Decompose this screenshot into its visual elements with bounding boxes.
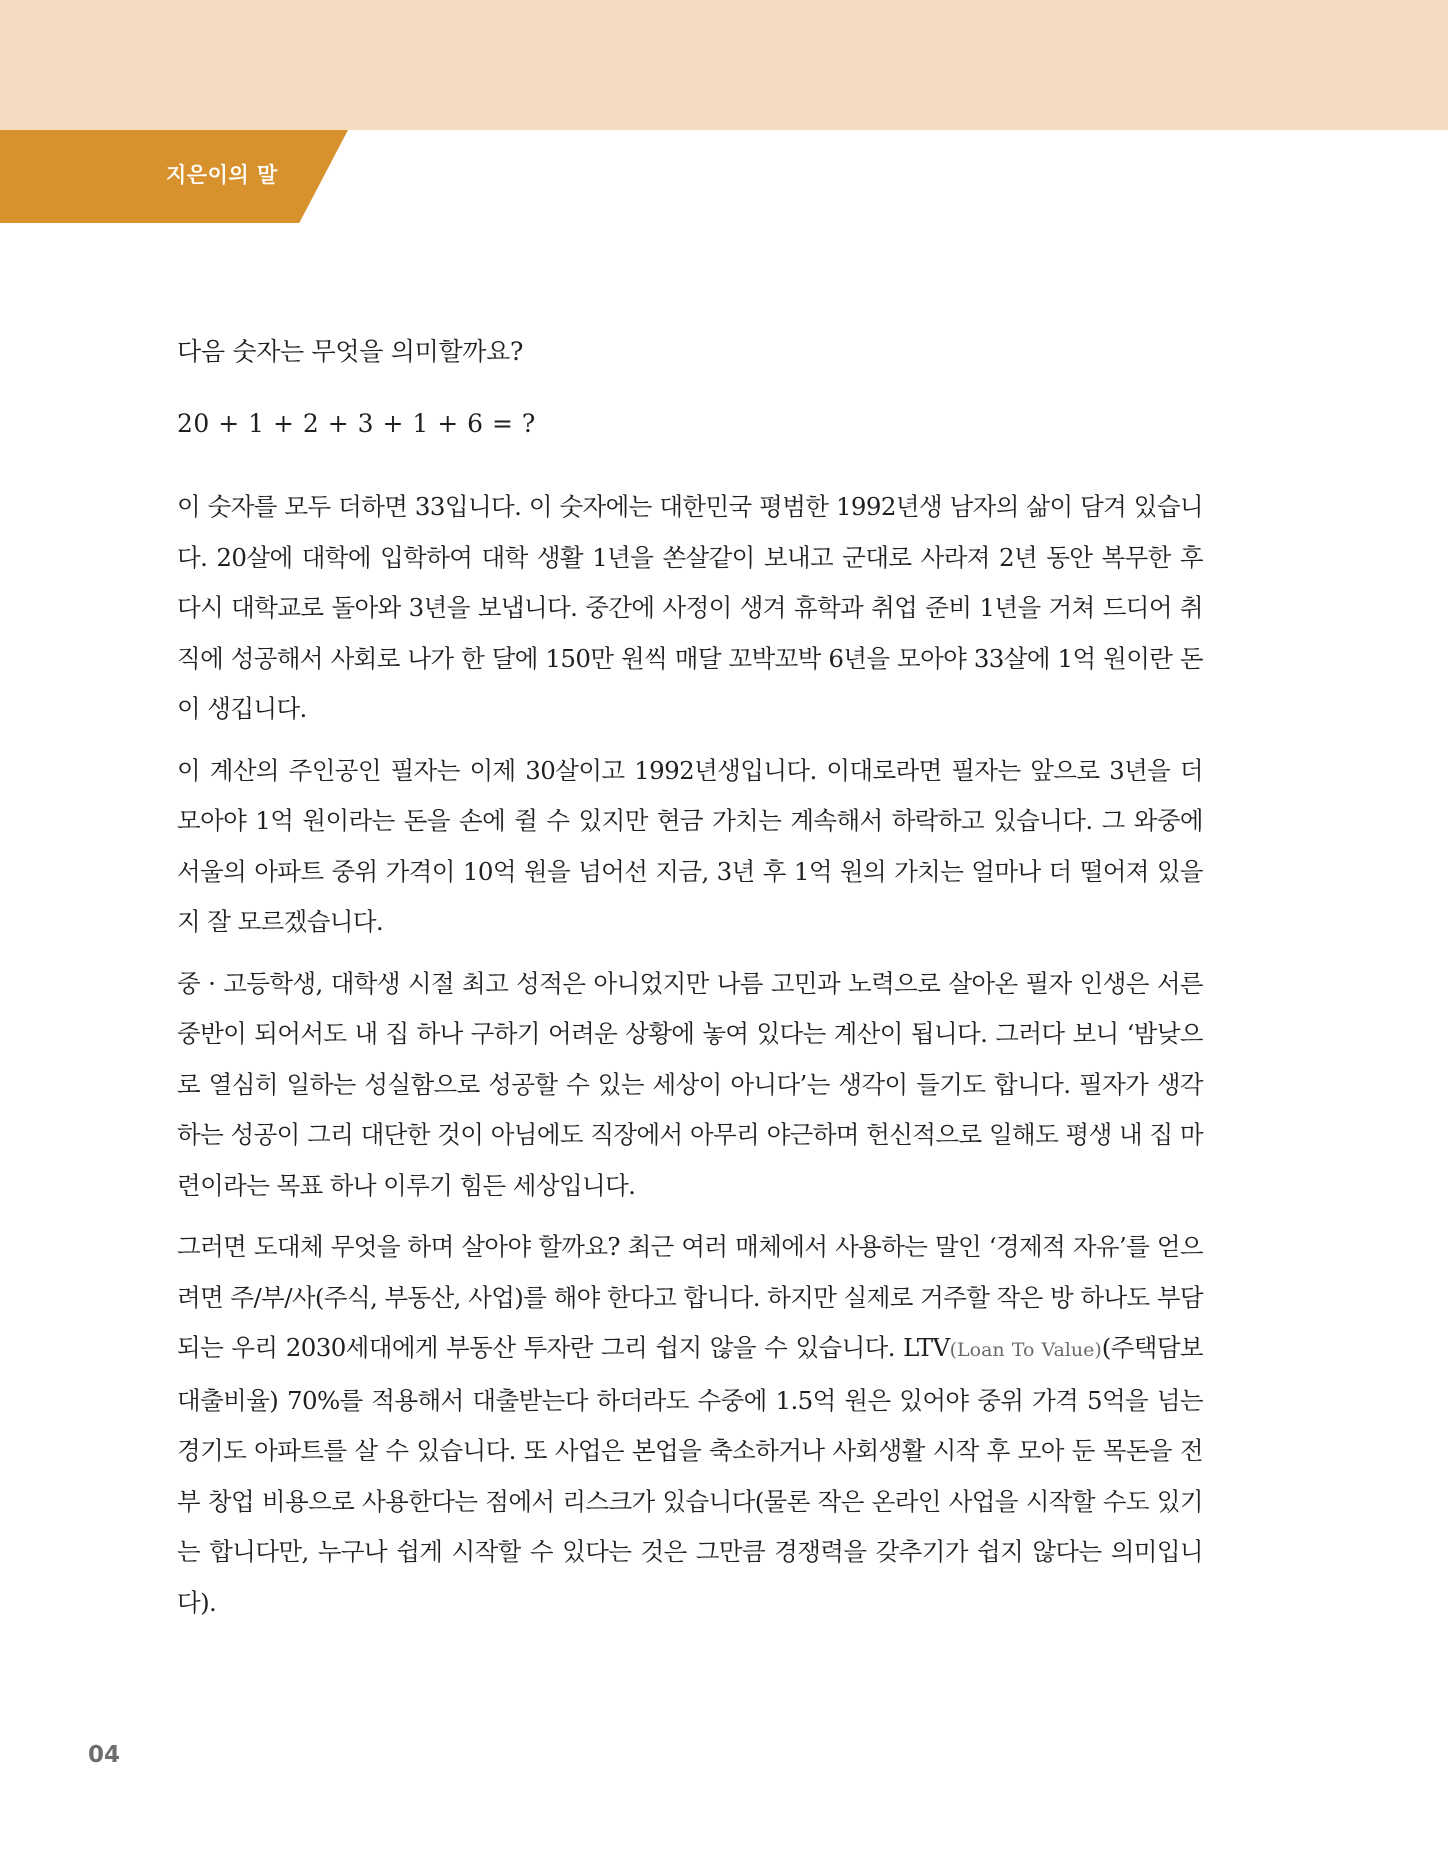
paragraph-text: (주택담보대출비율) 70%를 적용해서 대출받는다 하더라도 수중에 1.5억 원은 있어야 중위 가격 5억을 넘는 경기도 아파트를 살 수 있습니다. 또 사업은 본업을 축소하거나 사회생활 시작 후 모아 둔 목돈을 전부 창업 비용으로 사용한다는 점에서 리스크가 있습니다(물론 작은 온라인 사업을 시작할 수도 있기는 합니다만, 누구나 쉽게 시작할 수 있다는 것은 그만큼 경쟁력을 갖추기가 쉽지 않다는 의미입니다). [177,1333,1203,1617]
paragraph-text: 그러면 도대체 무엇을 하며 살아야 할까요? 최근 여러 매체에서 사용하는 말인 ‘경제적 자유’를 얻으려면 주/부/사(주식, 부동산, 사업)를 해야 한다고 합니다. 하지만 실제로 거주할 작은 방 하나도 부담되는 우리 2030세대에게 부동산 투자란 그리 쉽지 않을 수 있습니다. LTV [177,1232,1203,1362]
page-number: 04 [88,1742,121,1768]
paragraph: 이 계산의 주인공인 필자는 이제 30살이고 1992년생입니다. 이대로라면 필자는 앞으로 3년을 더 모아야 1억 원이라는 돈을 손에 쥘 수 있지만 현금 가치는 계속해서 하락하고 있습니다. 그 와중에 서울의 아파트 중위 가격이 10억 원을 넘어선 지금, 3년 후 1억 원의 가치는 얼마나 더 떨어져 있을지 잘 모르겠습니다. [177,755,1203,936]
paragraph: 중 · 고등학생, 대학생 시절 최고 성적은 아니었지만 나름 고민과 노력으로 살아온 필자 인생은 서른 중반이 되어서도 내 집 하나 구하기 어려운 상황에 놓여 있다는 계산이 됩니다. 그러다 보니 ‘밤낮으로 열심히 일하는 성실함으로 성공할 수 있는 세상이 아니다’는 생각이 들기도 합니다. 필자가 생각하는 성공이 그리 대단한 것이 아님에도 직장에서 아무리 야근하며 헌신적으로 일해도 평생 내 집 마련이라는 목표 하나 이루기 힘든 세상입니다. [177,968,1203,1200]
paragraph: 이 숫자를 모두 더하면 33입니다. 이 숫자에는 대한민국 평범한 1992년생 남자의 삶이 담겨 있습니다. 20살에 대학에 입학하여 대학 생활 1년을 쏜살같이 보내고 군대로 사라져 2년 동안 복무한 후 다시 대학교로 돌아와 3년을 보냅니다. 중간에 사정이 생겨 휴학과 취업 준비 1년을 거쳐 드디어 취직에 성공해서 사회로 나가 한 달에 150만 원씩 매달 꼬박꼬박 6년을 모아야 33살에 1억 원이란 돈이 생깁니다. [177,492,1203,723]
main-content [177,332,1203,1628]
paragraph-last [177,1222,1203,1628]
question-text: 다음 숫자는 무엇을 의미할까요? [177,337,524,366]
section-title: 지은이의 말 [166,163,278,187]
equation-text: 20 + 1 + 2 + 3 + 1 + 6 = ? [177,409,536,438]
header-band [0,0,1448,130]
ltv-annotation: (Loan To Value) [949,1339,1102,1361]
